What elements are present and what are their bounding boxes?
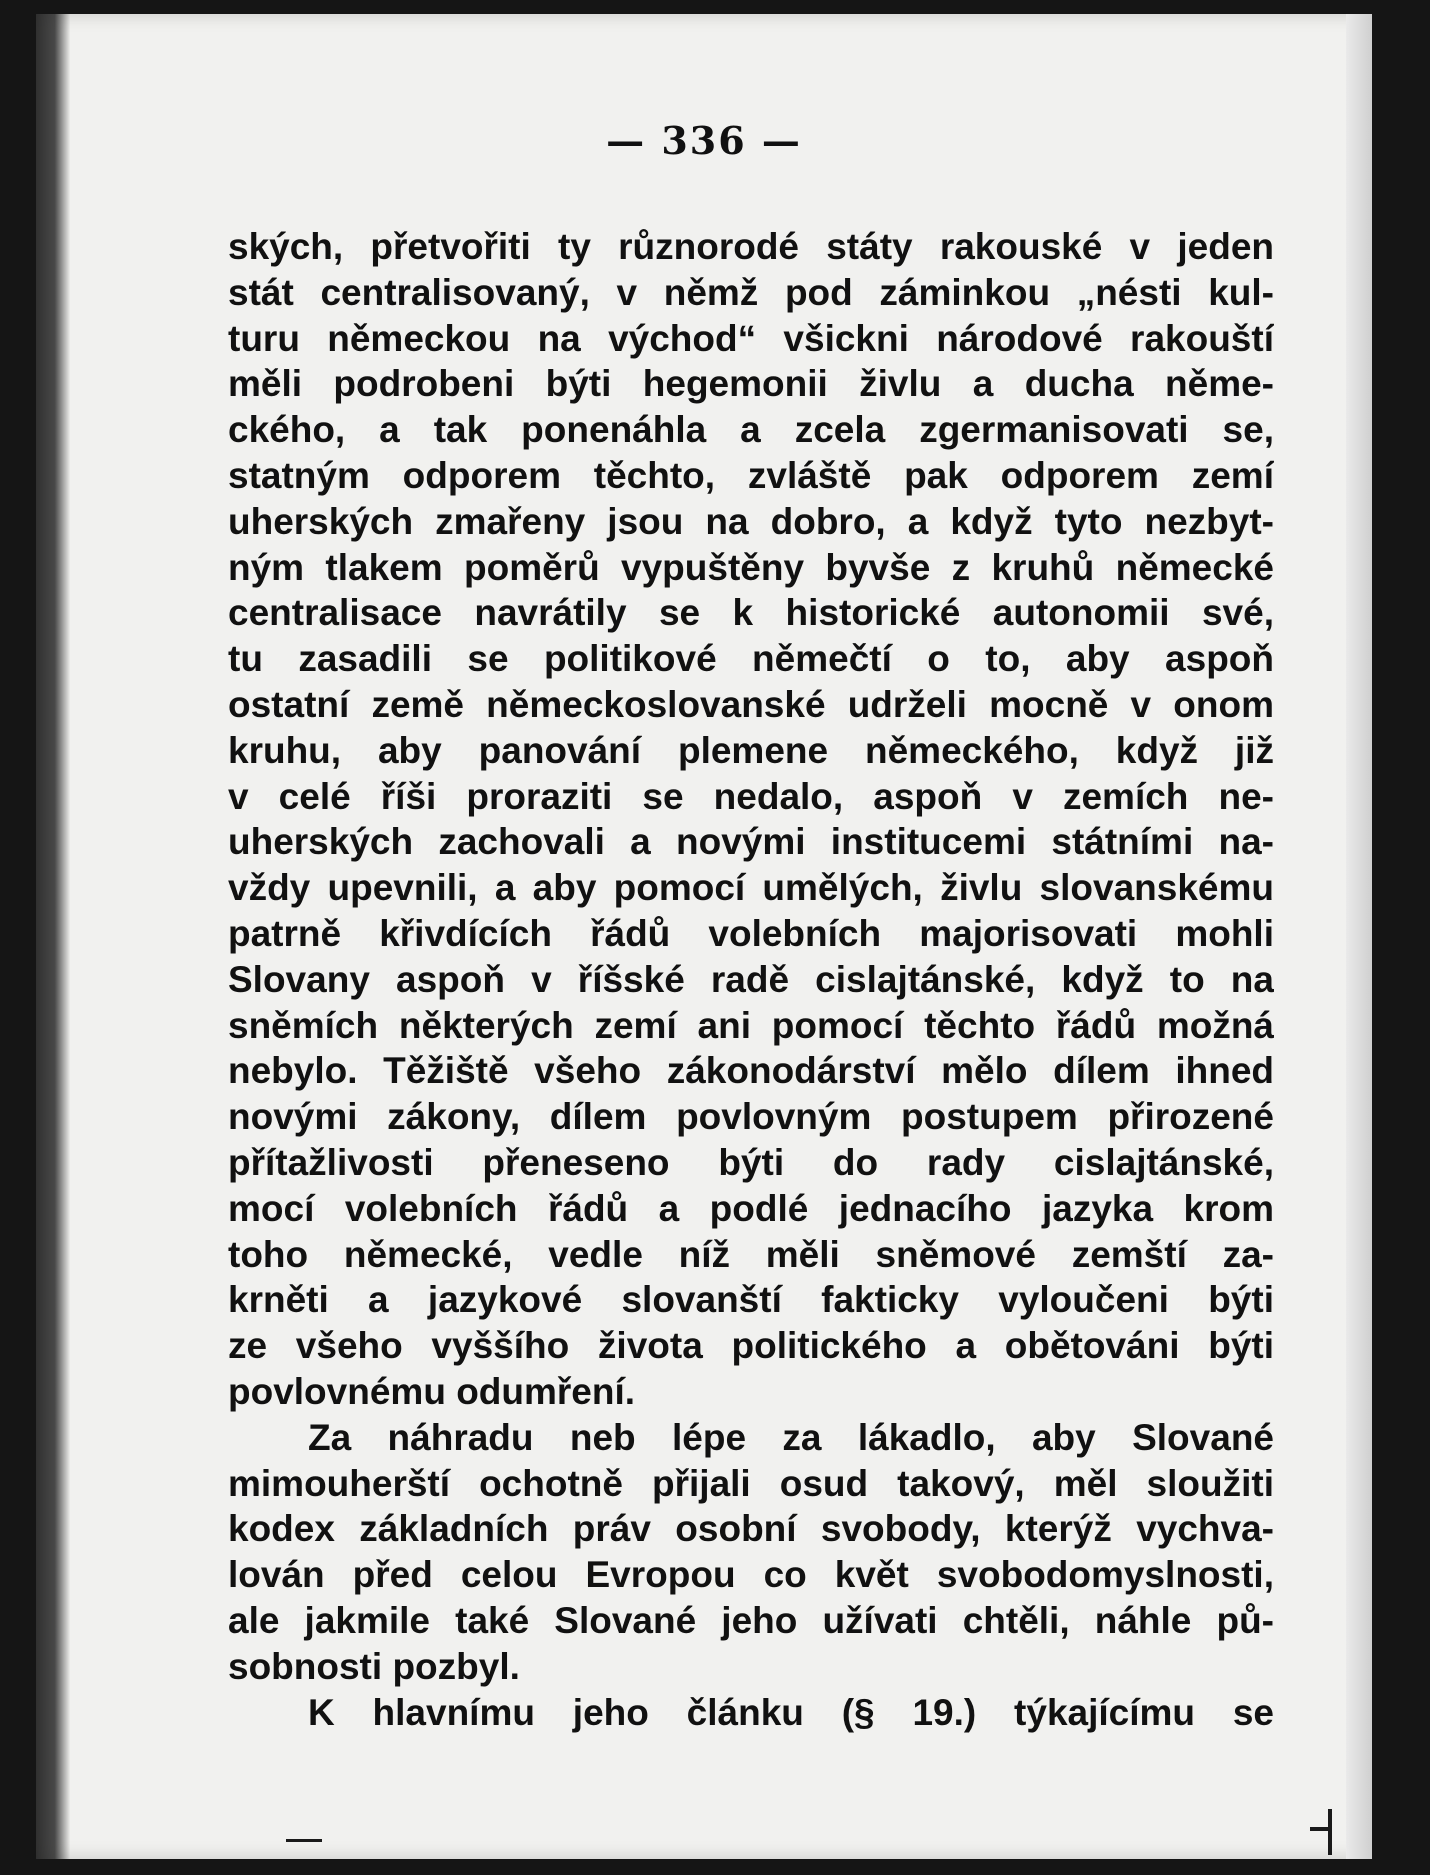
text-line: přítažlivosti přeneseno býti do rady cislajtánské, <box>228 1141 1274 1183</box>
body-text <box>228 224 1274 1735</box>
text-line: lován před celou Evropou co květ svobodomyslnosti, <box>228 1554 1274 1596</box>
text-line: měli podrobeni býti hegemonii živlu a ducha něme- <box>228 363 1274 405</box>
text-line: uherských zmařeny jsou na dobro, a když tyto nezbyt- <box>228 500 1274 542</box>
text-line: Slovany aspoň v říšské radě cislajtánské, když to na <box>228 958 1274 1000</box>
text-line: ských, přetvořiti ty různorodé státy rakouské v jeden <box>228 226 1274 267</box>
scan-mark <box>1328 1809 1332 1855</box>
book-page <box>36 14 1372 1859</box>
text-line: ostatní země německoslovanské udrželi mocně v onom <box>228 683 1274 725</box>
text-line: ckého, a tak ponenáhla a zcela zgermanisovati se, <box>228 409 1274 451</box>
text-line: tu zasadili se politikové němečtí o to, aby aspoň <box>228 638 1274 680</box>
page-gutter-shadow <box>36 14 70 1859</box>
text-line: sněmích některých zemí ani pomocí těchto řádů možná <box>228 1004 1274 1046</box>
text-line: turu německou na východ“ všickni národové rakouští <box>228 317 1274 359</box>
page-number: — 336 — <box>606 118 802 163</box>
text-line: sobnosti pozbyl. <box>228 1645 520 1687</box>
text-line: K hlavnímu jeho článku (§ 19.) týkajícímu se <box>308 1691 1274 1733</box>
text-line: v celé říši proraziti se nedalo, aspoň v zemích ne- <box>228 775 1274 817</box>
text-line: mimouherští ochotně přijali osud takový, měl sloužiti <box>228 1462 1274 1504</box>
text-line: ze všeho vyššího života politického a obětováni býti <box>228 1325 1274 1367</box>
text-line: ným tlakem poměrů vypuštěny byvše z kruhů německé <box>228 546 1274 588</box>
text-line: krněti a jazykové slovanští fakticky vyloučeni býti <box>228 1279 1274 1321</box>
text-line: povlovnému odumření. <box>228 1370 636 1412</box>
text-line: kruhu, aby panování plemene německého, když již <box>228 729 1274 771</box>
page-edge <box>1346 14 1372 1859</box>
text-line: patrně křivdících řádů volebních majorisovati mohli <box>228 912 1274 954</box>
text-line: ale jakmile také Slované jeho užívati chtěli, náhle pů- <box>228 1599 1274 1641</box>
text-line: toho německé, vedle níž měli sněmové zemští za- <box>228 1233 1274 1275</box>
text-line: mocí volebních řádů a podlé jednacího jazyka krom <box>228 1187 1274 1229</box>
text-line: nebylo. Těžiště všeho zákonodárství mělo dílem ihned <box>228 1050 1274 1092</box>
scan-mark <box>286 1839 322 1842</box>
bottom-scan-marks <box>36 1799 1372 1859</box>
text-line: uherských zachovali a novými institucemi státními na- <box>228 821 1274 863</box>
text-line: statným odporem těchto, zvláště pak odporem zemí <box>228 454 1274 496</box>
scan-mark <box>1310 1827 1332 1831</box>
text-line: Za náhradu neb lépe za lákadlo, aby Slované <box>308 1416 1274 1458</box>
text-line: stát centralisovaný, v němž pod záminkou „nésti kul- <box>228 271 1274 313</box>
text-line: centralisace navrátily se k historické autonomii své, <box>228 592 1274 634</box>
text-line: kodex základních práv osobní svobody, kterýž vychva- <box>228 1508 1274 1550</box>
text-line: vždy upevnili, a aby pomocí umělých, živlu slovanskému <box>228 867 1274 909</box>
text-line: novými zákony, dílem povlovným postupem přirozené <box>228 1096 1274 1138</box>
